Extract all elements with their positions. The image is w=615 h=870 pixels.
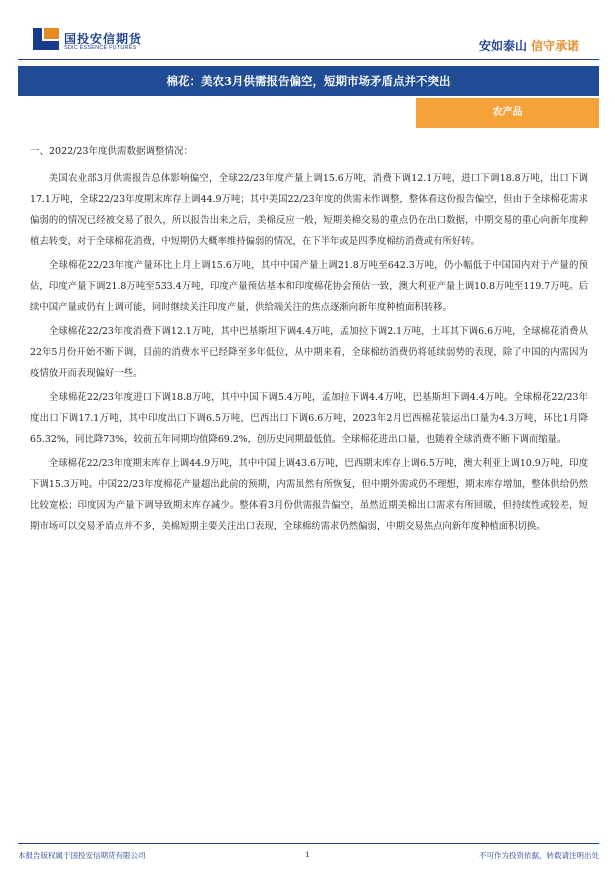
company-logo-icon bbox=[33, 28, 59, 50]
report-body bbox=[30, 145, 588, 540]
slogan-part1: 安如泰山 bbox=[478, 39, 527, 53]
footer-disclaimer: 不可作为投资依据，转载请注明出处 bbox=[479, 851, 599, 860]
header-divider bbox=[18, 59, 599, 60]
footer-divider bbox=[18, 843, 599, 844]
paragraph-trade: 全球棉花22/23年度进口下调18.8万吨，其中中国下调5.4万吨，孟加拉下调4.4万吨，巴基斯坦下调4.4万吨。全球棉花22/23年度出口下调17.1万吨，其中印度出口下调6.5万吨，巴西出口下调6.6万吨，2023年2月巴西棉花装运出口量为4.3万吨，环比1月降65.32%，同比降73%，较前五年同期均值降69.2%，创历史同期最低值。全球棉花进出口量，也随着全球消费不断下调而缩量。 bbox=[30, 392, 588, 445]
paragraph-production: 全球棉花22/23年度产量环比上月上调15.6万吨，其中中国产量上调21.8万吨至642.3万吨，仍小幅低于中国国内对于产量的预估，印度产量下调21.8万吨至533.4万吨，印度产量预估基本和印度棉花协会预估一致，澳大利亚产量上调10.8万吨至119.7万吨。后续中国产量或仍有上调可能，同时继续关注印度产量，供给端关注的焦点逐渐向新年度种植面积转移。 bbox=[30, 260, 588, 313]
report-title: 棉花：美农3月供需报告偏空，短期市场矛盾点并不突出 bbox=[18, 66, 599, 96]
page-number: 1 bbox=[305, 850, 310, 859]
page-header bbox=[0, 0, 615, 62]
paragraph-ending-stocks: 全球棉花22/23年度期末库存上调44.9万吨，其中中国上调43.6万吨，巴西期末库存上调6.5万吨，澳大利亚上调10.9万吨，印度下调15.3万吨。中国22/23年度棉花产量超出此前的预期，内需虽然有所恢复，但中期外需或仍不理想，期末库存增加，整体供给仍然比较宽松；印度因为产量下调导致期末库存减少。整体看3月份供需报告偏空，虽然近期美棉出口需求有所回暖，但持续性或较差，短期市场可以交易矛盾点并不多，美棉短期主要关注出口表现，全球棉纺需求仍然偏弱，中期交易焦点向新年度种植面积切换。 bbox=[30, 458, 588, 532]
company-name-en: SDIC ESSENCE FUTURES bbox=[64, 45, 137, 51]
footer-copyright: 本报告版权属于国投安信期货有限公司 bbox=[18, 851, 146, 860]
company-name-cn: 国投安信期货 bbox=[64, 32, 143, 46]
category-tag: 农产品 bbox=[416, 98, 599, 128]
paragraph-consumption: 全球棉花22/23年度消费下调12.1万吨，其中巴基斯坦下调4.4万吨，孟加拉下调2.1万吨，土耳其下调6.6万吨，全球棉花消费从22年5月份开始不断下调，目前的消费水平已经降至多年低位，从中期来看，全球棉纺消费仍将延续弱势的表现，除了中国的内需因为疫情放开而表现偏好一些。 bbox=[30, 326, 588, 379]
paragraph-overview: 美国农业部3月供需报告总体影响偏空，全球22/23年度产量上调15.6万吨，消费下调12.1万吨，进口下调18.8万吨，出口下调17.1万吨，全球22/23年度期末库存上调44.9万吨；其中美国22/23年度的供需未作调整，整体看这份报告偏空，但由于全球棉花需求偏弱的的情况已经被交易了很久，所以报告出来之后，美棉反应一般，短期美棉交易的重点仍在出口数据，中期交易的重心向新年度种植去转变，对于全球棉花消费，中短期仍大概率维持偏弱的情况，在下半年或是四季度棉纺消费或有所好转。 bbox=[30, 173, 588, 247]
section-heading: 一、2022/23年度供需数据调整情况： bbox=[30, 146, 193, 157]
slogan-part2: 信守承诺 bbox=[530, 39, 579, 53]
slogan bbox=[479, 37, 579, 54]
